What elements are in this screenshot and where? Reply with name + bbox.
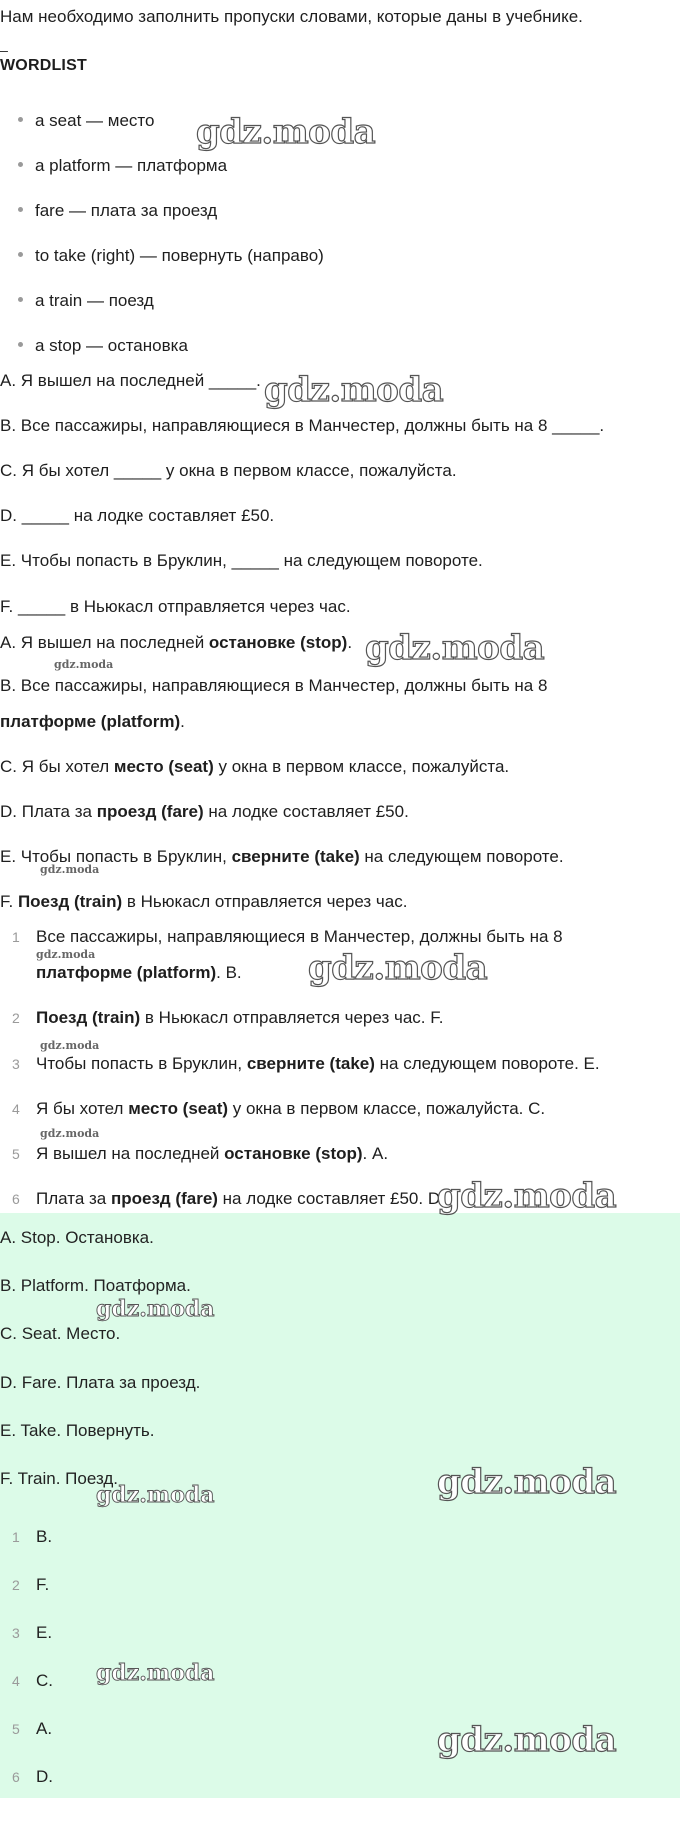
translation-c: C. Seat. Место. [0,1324,121,1343]
filled-sentence-b: B. Все пассажиры, направляющиеся в Манчестер, должны быть на 8 [0,676,548,695]
wordlist-title: WORDLIST [0,57,87,74]
filled-sentence-a: A. Я вышел на последней остановке (stop). [0,633,353,652]
answer-item-3: 3 E. [12,1623,53,1642]
bullet-icon [18,342,23,347]
translation-b: B. Platform. Поатформа. [0,1276,191,1295]
wordlist-item: a seat — место [18,110,154,132]
wordlist-item: fare — плата за проезд [18,200,217,222]
watermark-logo: gdz.moda [40,863,100,876]
blank-sentence-f: F. _____ в Ньюкасл отправляется через час. [0,597,351,616]
watermark-logo: gdz.moda [96,1296,215,1322]
separator-dash: _ [0,36,8,52]
blank-sentence-e: E. Чтобы попасть в Бруклин, _____ на следующем повороте. [0,551,483,570]
bullet-icon [18,252,23,257]
ordered-item-2: 2 Поезд (train) в Ньюкасл отправляется через час. F. [12,1008,444,1027]
filled-sentence-b-cont: платформе (platform). [0,712,185,731]
filled-sentence-e: E. Чтобы попасть в Бруклин, сверните (take) на следующем повороте. [0,847,564,866]
watermark-logo: gdz.moda [196,112,376,152]
translation-d: D. Fare. Плата за проезд. [0,1373,201,1392]
translation-e: E. Take. Повернуть. [0,1421,155,1440]
task-instruction: Нам необходимо заполнить пропуски словами, которые даны в учебнике. [0,7,583,26]
answer-item-2: 2 F. [12,1575,50,1594]
answer-item-4: 4 C. [12,1671,53,1690]
ordered-item-1: 1 Все пассажиры, направляющиеся в Манчестер, должны быть на 8 [12,927,563,946]
blank-sentence-a: A. Я вышел на последней _____. [0,371,261,390]
filled-sentence-d: D. Плата за проезд (fare) на лодке составляет £50. [0,802,409,821]
watermark-logo: gdz.moda [40,1039,100,1052]
answer-item-1: 1 B. [12,1527,53,1546]
bullet-icon [18,162,23,167]
blank-sentence-c: C. Я бы хотел _____ у окна в первом классе, пожалуйста. [0,461,457,480]
watermark-logo: gdz.moda [96,1482,215,1508]
watermark-logo: gdz.moda [437,1176,617,1216]
watermark-logo: gdz.moda [437,1720,617,1760]
answer-item-6: 6 D. [12,1767,53,1786]
wordlist-item: a stop — остановка [18,335,188,357]
blank-sentence-d: D. _____ на лодке составляет £50. [0,506,275,525]
watermark-logo: gdz.moda [365,628,545,668]
ordered-item-1-cont: платформе (platform). B. [36,963,242,982]
ordered-item-4: 4 Я бы хотел место (seat) у окна в первом классе, пожалуйста. C. [12,1099,546,1118]
ordered-item-3: 3 Чтобы попасть в Бруклин, сверните (take) на следующем повороте. E. [12,1054,600,1073]
bullet-icon [18,117,23,122]
watermark-logo: gdz.moda [308,948,488,988]
answer-item-5: 5 A. [12,1719,53,1738]
ordered-item-5: 5 Я вышел на последней остановке (stop). A. [12,1144,389,1163]
wordlist-item: a train — поезд [18,290,154,312]
filled-sentence-f: F. Поезд (train) в Ньюкасл отправляется через час. [0,892,408,911]
watermark-logo: gdz.moda [40,1127,100,1140]
translation-f: F. Train. Поезд. [0,1469,119,1488]
watermark-logo: gdz.moda [437,1462,617,1502]
watermark-logo: gdz.moda [54,658,114,671]
wordlist-item: to take (right) — повернуть (направо) [18,245,324,267]
translation-a: A. Stop. Остановка. [0,1228,154,1247]
bullet-icon [18,297,23,302]
wordlist-item: a platform — платформа [18,155,227,177]
bullet-icon [18,207,23,212]
watermark-logo: gdz.moda [36,948,96,961]
watermark-logo: gdz.moda [264,370,444,410]
watermark-logo: gdz.moda [96,1660,215,1686]
ordered-item-6: 6 Плата за проезд (fare) на лодке составляет £50. D. [12,1189,445,1208]
filled-sentence-c: C. Я бы хотел место (seat) у окна в первом классе, пожалуйста. [0,757,510,776]
blank-sentence-b: B. Все пассажиры, направляющиеся в Манчестер, должны быть на 8 _____. [0,416,605,435]
